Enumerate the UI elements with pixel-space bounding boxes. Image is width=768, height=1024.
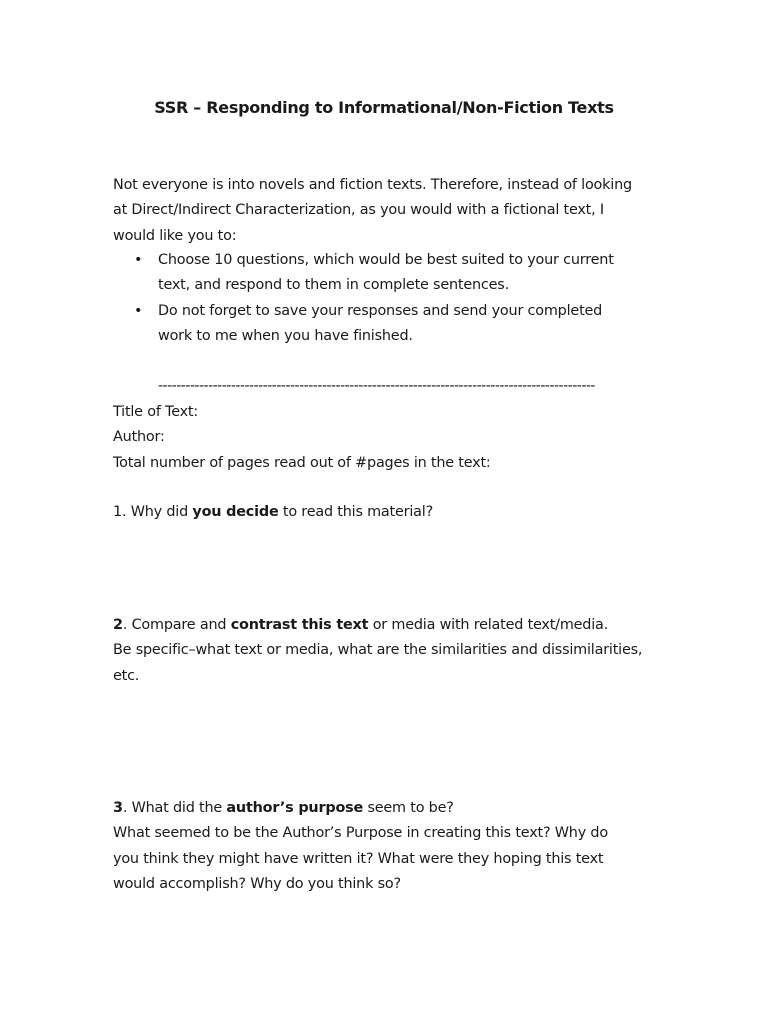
list-item	[113, 299, 658, 350]
question-1	[113, 500, 658, 525]
question-1-suffix: to read this material?	[278, 504, 434, 520]
list-item-line-2: text, and respond to them in complete sentences.	[158, 277, 509, 294]
intro-paragraph	[113, 173, 658, 249]
question-3-number: 3	[113, 800, 123, 816]
list-item	[113, 248, 658, 299]
question-2-line-2: Be specific–what text or media, what are the similarities and dissimilarities,	[113, 642, 643, 659]
question-2-suffix: or media with related text/media.	[368, 617, 609, 633]
question-2-line-3: etc.	[113, 667, 140, 684]
intro-line-1: Not everyone is into novels and fiction texts. Therefore, instead of looking	[113, 177, 632, 193]
question-1-prefix: 1. Why did	[113, 504, 193, 520]
question-3-line-1	[113, 796, 658, 821]
question-1-emphasis: you decide	[192, 504, 279, 520]
author-label: Author:	[113, 429, 165, 446]
question-3-suffix: seem to be?	[363, 800, 454, 816]
list-item-line-1: Do not forget to save your responses and send your completed	[158, 302, 603, 319]
question-2-emphasis: contrast this text	[230, 617, 369, 633]
intro-line-2: at Direct/Indirect Characterization, as you would with a fictional text, I	[113, 202, 604, 219]
question-2-number: 2	[113, 617, 123, 633]
list-item-line-2: work to me when you have finished.	[158, 328, 413, 345]
instruction-list	[113, 248, 658, 350]
question-3-line-4: would accomplish? Why do you think so?	[113, 876, 401, 893]
dashed-divider: ------------------------------------------------------------------------------------------------	[158, 378, 595, 394]
question-3-prefix: . What did the	[122, 800, 227, 816]
question-1-line	[113, 500, 658, 525]
list-item-line-1: Choose 10 questions, which would be best suited to your current	[158, 252, 614, 268]
bullet-icon: •	[134, 252, 143, 268]
question-3	[113, 796, 658, 898]
intro-line-3: would like you to:	[113, 227, 237, 244]
document-title: SSR – Responding to Informational/Non-Fiction Texts	[154, 98, 614, 117]
pages-read-label: Total number of pages read out of #pages in the text:	[113, 454, 491, 471]
question-3-line-2: What seemed to be the Author’s Purpose in creating this text? Why do	[113, 825, 608, 842]
question-2-line-1	[113, 613, 658, 638]
question-3-line-3: you think they might have written it? What were they hoping this text	[113, 850, 604, 867]
question-2	[113, 613, 658, 689]
bullet-icon: •	[134, 302, 143, 319]
question-3-emphasis: author’s purpose	[226, 800, 364, 816]
question-2-prefix: . Compare and	[122, 617, 231, 633]
title-of-text-label: Title of Text:	[113, 404, 199, 420]
text-info-fields	[113, 400, 658, 476]
